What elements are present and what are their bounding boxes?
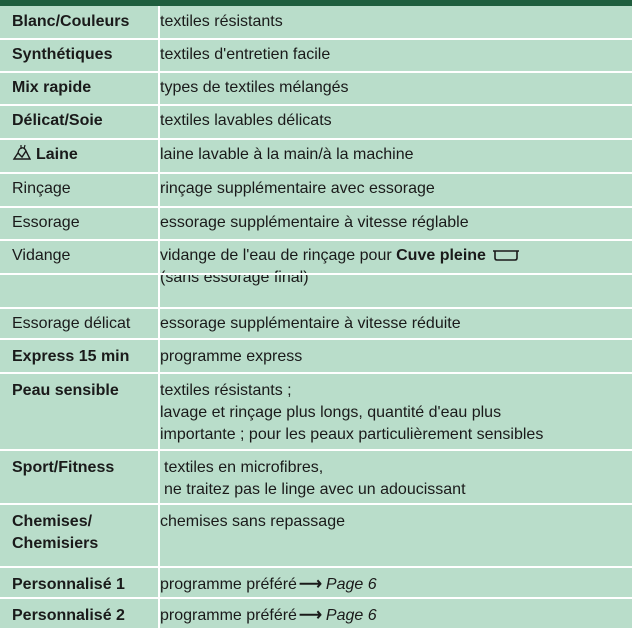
table-row <box>0 39 632 72</box>
table-row <box>0 173 632 207</box>
table-row <box>0 6 632 39</box>
table-row <box>0 72 632 105</box>
program-name: Rinçage <box>12 180 71 197</box>
program-description-cell <box>158 240 632 308</box>
table-row <box>0 308 632 341</box>
table-row <box>0 139 632 173</box>
program-description: rinçage supplémentaire avec essorage <box>160 180 435 197</box>
table-row <box>0 569 632 600</box>
tub-full-icon <box>492 249 520 261</box>
program-name: Essorage délicat <box>12 315 131 332</box>
description-text: vidange de l'eau de rinçage pour <box>160 247 392 264</box>
description-line: textiles en microfibres, <box>164 459 324 476</box>
description-line: importante ; pour les peaux particulièrement sensibles <box>160 426 544 443</box>
program-name: Personnalisé 2 <box>12 607 125 624</box>
program-name: Express 15 min <box>12 348 130 365</box>
description-line: textiles résistants ; <box>160 382 292 399</box>
program-name: Personnalisé 1 <box>12 576 125 593</box>
program-description: types de textiles mélangés <box>160 79 349 96</box>
program-description: textiles lavables délicats <box>160 112 332 129</box>
table-row <box>0 207 632 240</box>
description-line: ne traitez pas le linge avec un adoucissant <box>164 481 466 498</box>
program-name: Vidange <box>12 247 71 264</box>
program-description-cell <box>158 375 632 452</box>
program-description: laine lavable à la main/à la machine <box>160 146 414 163</box>
program-name: Mix rapide <box>12 79 92 96</box>
table-row <box>0 375 632 452</box>
table-row <box>0 506 632 569</box>
table-row <box>0 600 632 630</box>
program-description-cell <box>158 600 632 630</box>
description-text: programme préféré <box>160 607 297 624</box>
program-name: Synthétiques <box>12 46 113 63</box>
program-name: Peau sensible <box>12 382 119 399</box>
table-row <box>0 240 632 308</box>
description-line: lavage et rinçage plus longs, quantité d'eau plus <box>160 404 502 421</box>
program-description: essorage supplémentaire à vitesse réglable <box>160 214 469 231</box>
table-row <box>0 452 632 506</box>
page-reference-link[interactable]: Page 6 <box>325 607 377 624</box>
program-description-cell <box>158 569 632 600</box>
program-name: Délicat/Soie <box>12 112 103 129</box>
program-name: Chemises/ <box>12 513 93 530</box>
program-name: Essorage <box>12 214 80 231</box>
description-text: programme préféré <box>160 576 297 593</box>
program-name: Blanc/Couleurs <box>12 13 130 30</box>
description-line <box>160 245 632 267</box>
arrow-right-icon: ⟶ <box>298 576 322 593</box>
wool-hand-wash-icon <box>12 144 32 162</box>
description-line: (sans essorage final) <box>160 269 309 286</box>
program-description: essorage supplémentaire à vitesse réduite <box>160 315 461 332</box>
program-name-cell <box>0 506 158 569</box>
arrow-right-icon: ⟶ <box>298 607 322 624</box>
program-name-cell <box>0 139 158 173</box>
program-name: Chemisiers <box>12 535 99 552</box>
program-name: Laine <box>36 146 78 163</box>
cuve-pleine-label: Cuve pleine <box>396 247 486 264</box>
table-row <box>0 105 632 139</box>
program-description: textiles résistants <box>160 13 283 30</box>
page-reference-link[interactable]: Page 6 <box>325 576 377 593</box>
program-description-cell <box>158 452 632 506</box>
program-description: programme express <box>160 348 303 365</box>
program-table <box>0 6 632 628</box>
program-name: Sport/Fitness <box>12 459 115 476</box>
table-row <box>0 341 632 375</box>
program-description: textiles d'entretien facile <box>160 46 331 63</box>
program-description: chemises sans repassage <box>160 513 345 530</box>
